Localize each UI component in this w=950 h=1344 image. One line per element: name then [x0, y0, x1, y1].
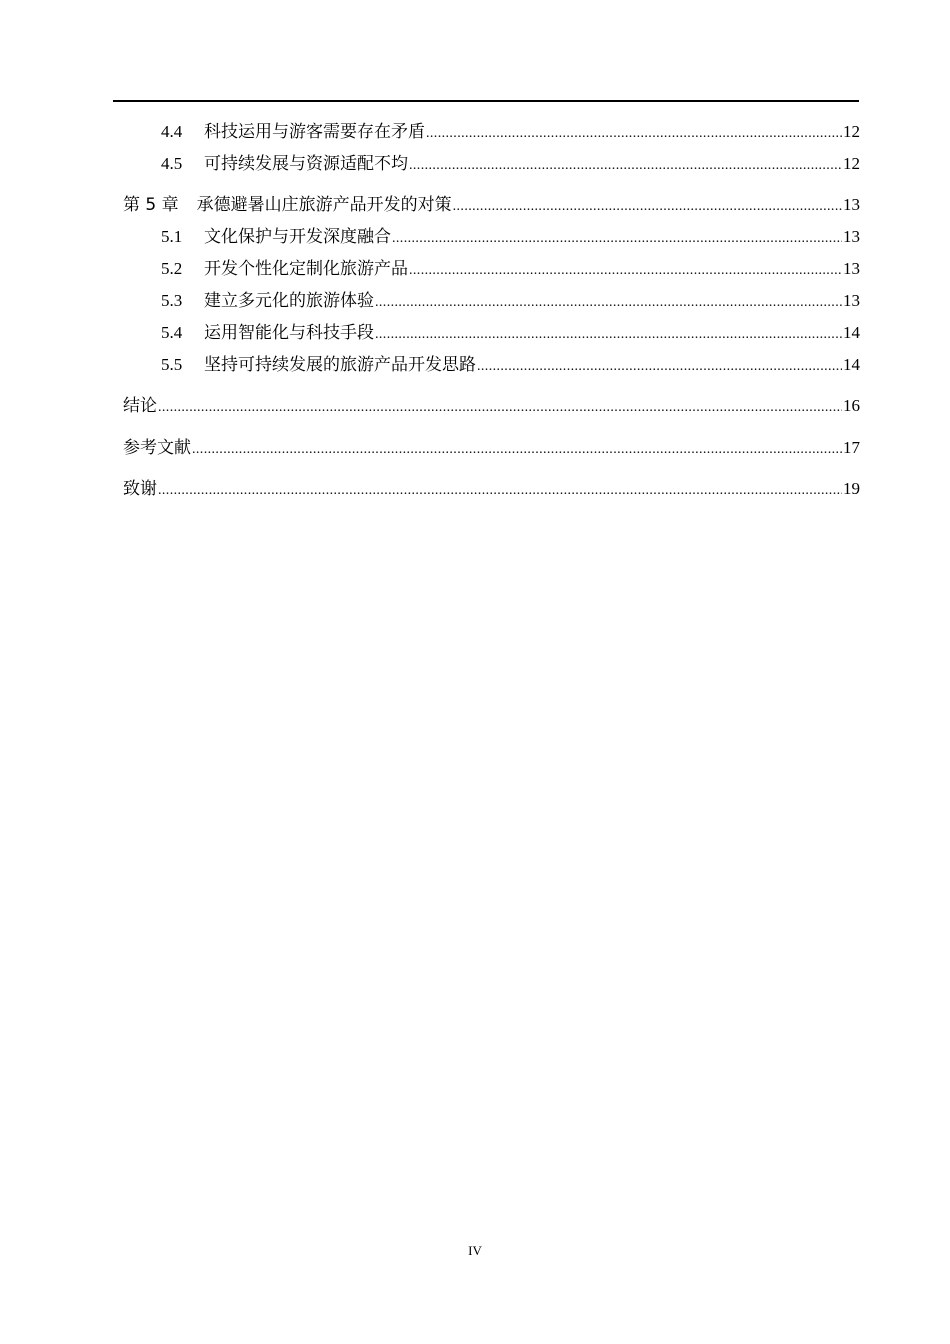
toc-leader-dots: [426, 121, 842, 147]
toc-chapter-title: 结论: [123, 396, 157, 416]
toc-chapter-title: 致谢: [123, 479, 157, 499]
toc-entry[interactable]: [161, 224, 860, 250]
toc-chapter-entry[interactable]: [123, 393, 860, 419]
toc-entry-title: 文化保护与开发深度融合: [204, 227, 391, 246]
toc-entry-page: 14: [843, 323, 860, 342]
toc-leader-dots: [392, 226, 842, 252]
toc-chapter-entry[interactable]: [123, 476, 860, 502]
toc-entry-page: 13: [843, 291, 860, 310]
toc-entry-page: 16: [843, 396, 860, 415]
toc-entry[interactable]: [161, 320, 860, 346]
table-of-contents: [123, 0, 860, 520]
toc-entry-page: 13: [843, 227, 860, 246]
toc-leader-dots: [375, 322, 842, 348]
toc-chapter-entry[interactable]: [123, 435, 860, 461]
toc-chapter-number: 第 5 章: [123, 195, 179, 215]
toc-entry-page: 19: [843, 479, 860, 498]
toc-entry-number: 5.2: [161, 259, 183, 278]
toc-entry-title: 开发个性化定制化旅游产品: [204, 259, 408, 278]
toc-entry-number: 4.5: [161, 154, 183, 173]
toc-entry[interactable]: [161, 119, 860, 145]
toc-entry-title: 科技运用与游客需要存在矛盾: [204, 122, 425, 141]
toc-leader-dots: [477, 354, 842, 380]
toc-leader-dots: [375, 290, 842, 316]
toc-entry[interactable]: [161, 288, 860, 314]
toc-chapter-title: 参考文献: [123, 438, 191, 458]
toc-chapter-entry[interactable]: [123, 192, 860, 218]
toc-entry-page: 13: [843, 195, 860, 214]
toc-entry[interactable]: [161, 256, 860, 282]
toc-entry-title: 建立多元化的旅游体验: [204, 291, 374, 310]
toc-entry-number: 5.1: [161, 227, 183, 246]
toc-entry-page: 12: [843, 122, 860, 141]
toc-entry-title: 坚持可持续发展的旅游产品开发思路: [204, 355, 476, 374]
toc-entry-number: 5.4: [161, 323, 183, 342]
toc-entry-number: 5.5: [161, 355, 183, 374]
footer-page-number: IV: [468, 1243, 482, 1258]
toc-entry[interactable]: [161, 352, 860, 378]
toc-entry[interactable]: [161, 151, 860, 177]
toc-entry-number: 5.3: [161, 291, 183, 310]
toc-leader-dots: [192, 437, 842, 463]
toc-leader-dots: [409, 153, 842, 179]
toc-leader-dots: [158, 395, 842, 421]
toc-entry-page: 14: [843, 355, 860, 374]
toc-entry-page: 17: [843, 438, 860, 457]
toc-entry-page: 12: [843, 154, 860, 173]
toc-entry-page: 13: [843, 259, 860, 278]
toc-entry-number: 4.4: [161, 122, 183, 141]
toc-chapter-title: 承德避暑山庄旅游产品开发的对策: [196, 195, 452, 215]
toc-entry-title: 可持续发展与资源适配不均: [204, 154, 408, 173]
toc-leader-dots: [453, 194, 842, 220]
toc-entry-title: 运用智能化与科技手段: [204, 323, 374, 342]
toc-leader-dots: [409, 258, 842, 284]
toc-leader-dots: [158, 478, 842, 504]
